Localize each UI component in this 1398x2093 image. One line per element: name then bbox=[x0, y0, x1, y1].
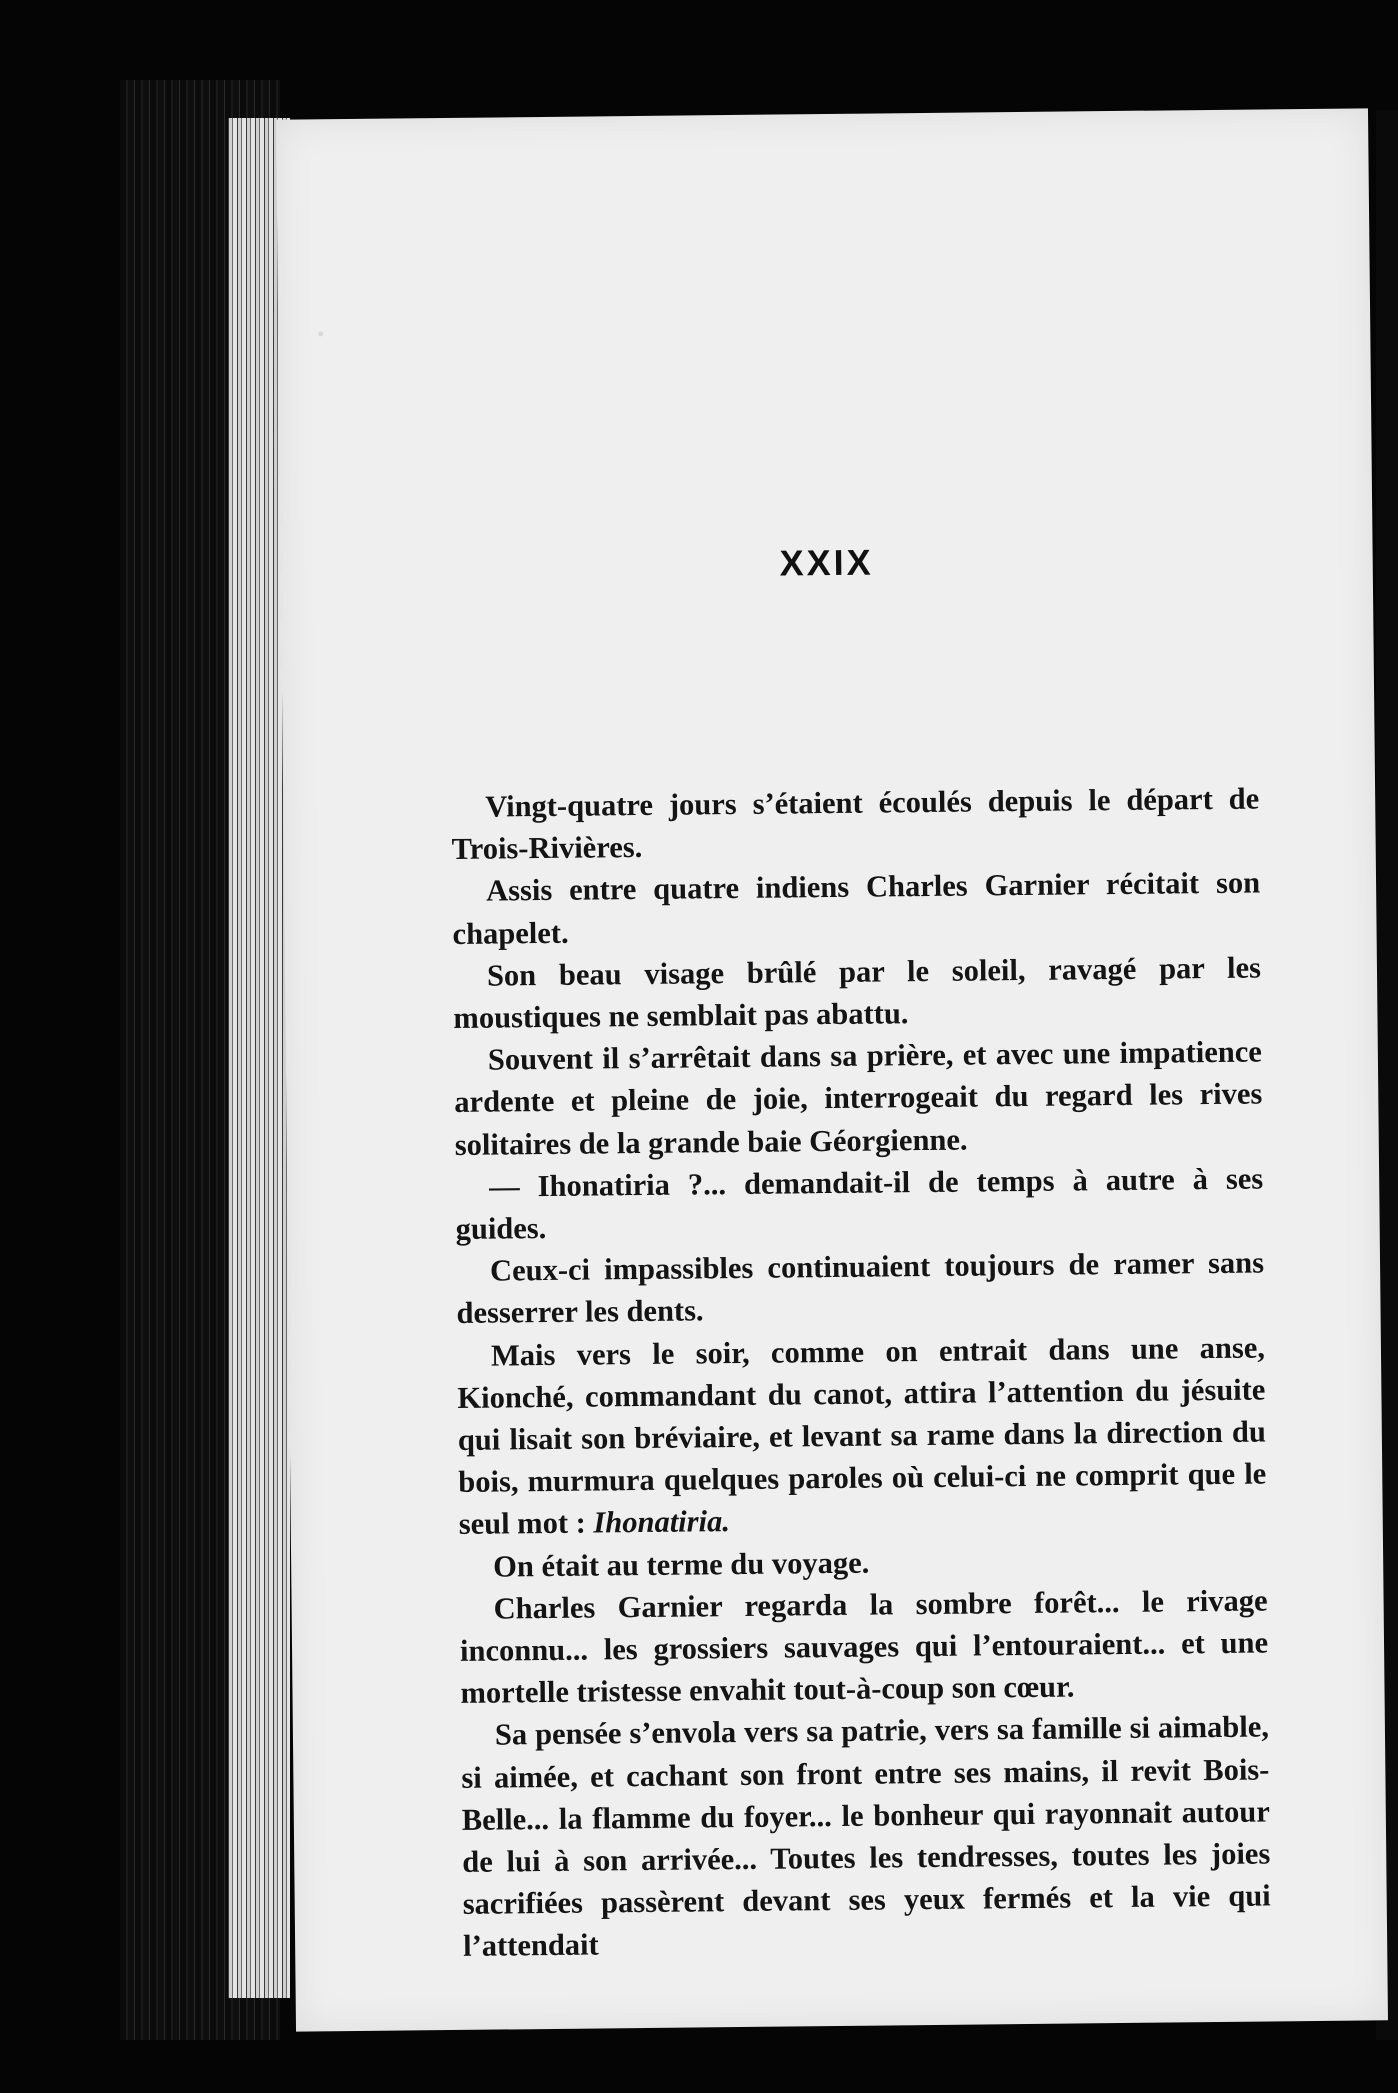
italic-place-name: Ihonatiria. bbox=[593, 1504, 731, 1540]
chapter-body bbox=[451, 778, 1271, 1968]
chapter-heading: XXIX bbox=[779, 541, 874, 584]
paragraph-kionche bbox=[457, 1326, 1267, 1545]
paragraph: — Ihonatiria ?... demandait-il de temps à autre à ses guides. bbox=[455, 1161, 1264, 1246]
paragraph: Vingt-quatre jours s’étaient écoulés depuis le départ de Trois-Rivières. bbox=[451, 781, 1260, 867]
paragraph: Sa pensée s’envola vers sa patrie, vers sa famille si aimable, si aimée, et cachant son front entre ses mains, il revit Bois-Belle... la flamme du foyer... le bonheur qui rayonnait autour de lui à son arrivée... Toutes les tendresses, toutes les joies sacrifiées passèrent devant ses yeux fermés et la vie qui l’attendait bbox=[461, 1709, 1271, 1964]
paragraph: Souvent il s’arrêtait dans sa prière, et avec une impatience ardente et pleine de joie, interrogeait du regard les rives solitaires de la grande baie Géorgienne. bbox=[454, 1034, 1263, 1162]
paragraph: Assis entre quatre indiens Charles Garnier récitait son chapelet. bbox=[452, 865, 1261, 951]
paragraph-text: Mais vers le soir, comme on entrait dans une anse, Kionché, commandant du canot, attira l’attention du jésuite qui lisait son bréviaire, et levant sa rame dans la direction du bois, murmura quelques paroles où celui-ci ne comprit que le seul mot : bbox=[457, 1330, 1267, 1542]
paragraph: Charles Garnier regarda la sombre forêt... le rivage inconnu... les grossiers sauvages qui l’entouraient... et une mortelle tristesse envahit tout-à-coup son cœur. bbox=[459, 1583, 1269, 1711]
speck bbox=[318, 331, 323, 336]
paragraph: On était au terme du voyage. bbox=[492, 1545, 870, 1584]
paragraph: Ceux-ci impassibles continuaient toujours de ramer sans desserrer les dents. bbox=[456, 1245, 1265, 1331]
book-page bbox=[276, 108, 1388, 2031]
paragraph: Son beau visage brûlé par le soleil, ravagé par les moustiques ne semblait pas abattu. bbox=[453, 950, 1262, 1035]
